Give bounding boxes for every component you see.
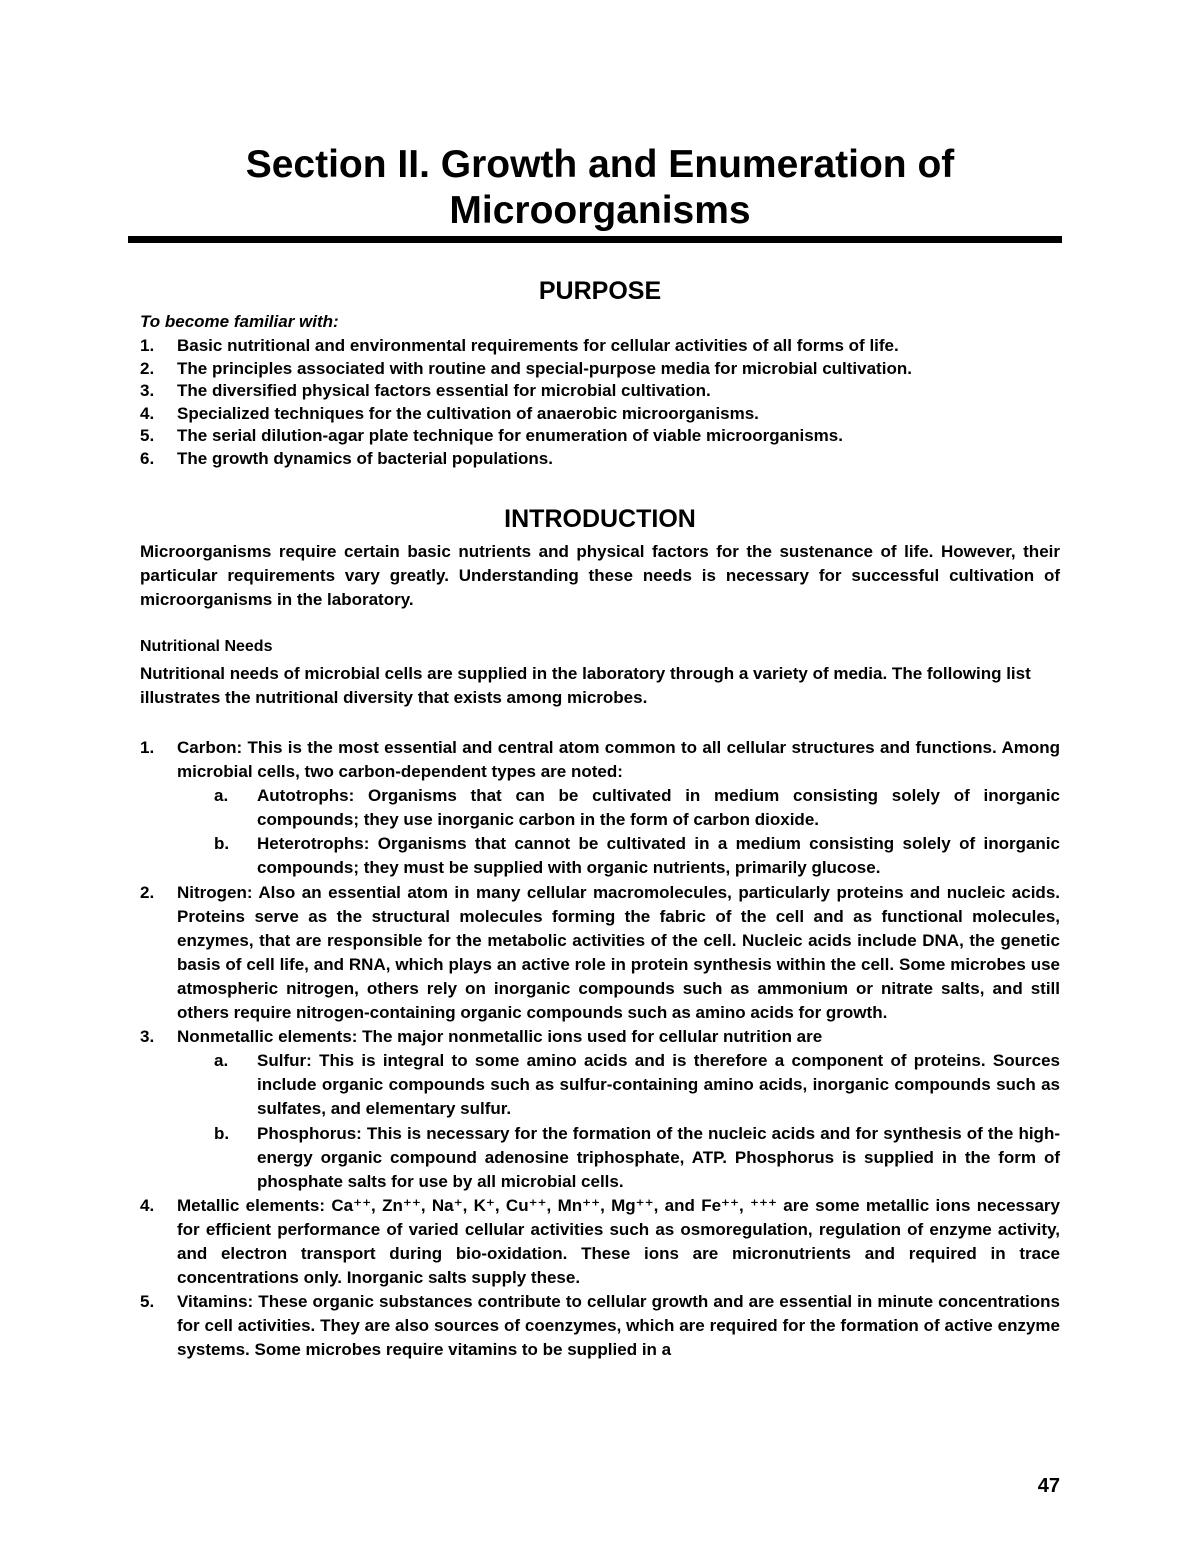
nutritional-need-text: This is the most essential and central atom common to all cellular structures and functions. Among microbial cells, two carbon-dependent types are noted: bbox=[177, 738, 1060, 782]
subitem-letter: b. bbox=[214, 1123, 230, 1143]
purpose-item-text: The serial dilution-agar plate technique for enumeration of viable microorganisms. bbox=[177, 426, 843, 445]
introduction-paragraph: Microorganisms require certain basic nutrients and physical factors for the sustenance of life. However, their particular requirements vary greatly. Understanding these needs is necessary for successful cultivation of microorganisms in the laboratory. bbox=[140, 542, 1060, 609]
nutritional-need-item bbox=[140, 1290, 1060, 1362]
purpose-item bbox=[140, 425, 1060, 448]
purpose-item-number: 5. bbox=[140, 426, 155, 445]
purpose-item-number: 4. bbox=[140, 403, 155, 423]
nutritional-need-subitem bbox=[177, 832, 1060, 880]
subitem-text: : Organisms that can be cultivated in medium consisting solely of inorganic compounds; they use inorganic carbon in the form of carbon dioxide. bbox=[257, 786, 1060, 830]
nutritional-need-number: 5. bbox=[140, 1292, 155, 1312]
nutritional-needs-heading: Nutritional Needs bbox=[140, 638, 273, 655]
page-number: 47 bbox=[1037, 1475, 1060, 1497]
nutritional-need-sublist bbox=[177, 1049, 1060, 1194]
introduction-heading: INTRODUCTION bbox=[504, 505, 696, 533]
subitem-term: Phosphorus: bbox=[257, 1123, 362, 1143]
purpose-item-text: The diversified physical factors essential for microbial cultivation. bbox=[177, 381, 711, 400]
section-title: Section II. Growth and Enumeration of Microorganisms bbox=[245, 143, 955, 232]
subitem-text: This is necessary for the formation of the nucleic acids and for synthesis of the high-energy organic compound adenosine triphosphate, ATP. Phosphorus is supplied in the form of phosphate salts for use by all microbial cells. bbox=[257, 1123, 1060, 1191]
purpose-item bbox=[140, 403, 1060, 426]
subitem-text: This is integral to some amino acids and is therefore a component of proteins. Sources include organic compounds such as sulfur-containing amino acids, inorganic compounds such as sulfates, and elementary sulfur. bbox=[257, 1051, 1060, 1119]
subitem-term: Heterotrophs bbox=[257, 834, 364, 854]
nutritional-need-term: Nonmetallic elements: bbox=[177, 1027, 358, 1047]
nutritional-need-number: 4. bbox=[140, 1195, 155, 1215]
subitem-letter: a. bbox=[214, 1051, 229, 1071]
purpose-lead: To become familiar with: bbox=[140, 312, 339, 331]
subitem-letter: a. bbox=[214, 786, 229, 806]
nutritional-need-subitem bbox=[177, 1049, 1060, 1121]
purpose-item bbox=[140, 358, 1060, 381]
purpose-item-text: The growth dynamics of bacterial populations. bbox=[177, 448, 553, 468]
nutritional-needs-list bbox=[140, 736, 1060, 1362]
subitem-term: Autotrophs bbox=[257, 786, 349, 806]
purpose-item bbox=[140, 448, 1060, 471]
nutritional-need-sublist bbox=[177, 784, 1060, 880]
nutritional-need-text: These organic substances contribute to cellular growth and are essential in minute concentrations for cell activities. They are also sources of coenzymes, which are required for the formation of active enzyme systems. Some microbes require vitamins to be supplied in a bbox=[177, 1292, 1060, 1360]
nutritional-need-term: Carbon: bbox=[177, 738, 243, 757]
subitem-text: : Organisms that cannot be cultivated in a medium consisting solely of inorganic compounds; they must be supplied with organic nutrients, primarily glucose. bbox=[257, 834, 1060, 878]
purpose-item bbox=[140, 335, 1060, 358]
nutritional-needs-paragraph: Nutritional needs of microbial cells are supplied in the laboratory through a variety of media. The following list illustrates the nutritional diversity that exists among microbes. bbox=[140, 664, 1031, 707]
nutritional-need-term: Vitamins: bbox=[177, 1292, 254, 1312]
purpose-item-number: 6. bbox=[140, 448, 155, 468]
purpose-item-text: The principles associated with routine and special-purpose media for microbial cultivation. bbox=[177, 358, 912, 378]
purpose-item-text: Basic nutritional and environmental requirements for cellular activities of all forms of life. bbox=[177, 336, 899, 355]
nutritional-need-number: 2. bbox=[140, 882, 155, 902]
nutritional-need-subitem bbox=[177, 784, 1060, 832]
nutritional-need-subitem bbox=[177, 1122, 1060, 1194]
purpose-item bbox=[140, 380, 1060, 403]
nutritional-need-text: Also an essential atom in many cellular macromolecules, particularly proteins and nucleic acids. Proteins serve as the structural molecules forming the fabric of the cell and as functional molecules, enzymes, that are responsible for the metabolic activities of the cell. Nucleic acids include DNA, the genetic basis of cell life, and RNA, which plays an active role in protein synthesis within the cell. Some microbes use atmospheric nitrogen, others rely on inorganic compounds such as ammonium or nitrate salts, and still others require nitrogen-containing organic compounds such as amino acids for growth. bbox=[177, 882, 1060, 1023]
purpose-item-number: 3. bbox=[140, 381, 155, 400]
purpose-item-text: Specialized techniques for the cultivation of anaerobic microorganisms. bbox=[177, 403, 759, 423]
nutritional-need-number: 3. bbox=[140, 1027, 155, 1047]
nutritional-need-term: Metallic elements: bbox=[177, 1195, 326, 1215]
nutritional-need-number: 1. bbox=[140, 738, 155, 757]
nutritional-need-text: The major nonmetallic ions used for cellular nutrition are bbox=[357, 1027, 823, 1047]
nutritional-need-item bbox=[140, 1194, 1060, 1290]
nutritional-need-term: Nitrogen: bbox=[177, 882, 253, 902]
purpose-list bbox=[140, 335, 1060, 470]
nutritional-need-text: Ca⁺⁺, Zn⁺⁺, Na⁺, K⁺, Cu⁺⁺, Mn⁺⁺, Mg⁺⁺, and Fe⁺⁺, ⁺⁺⁺ are some metallic ions necessary for efficient performance of varied cellular activities such as osmoregulation, regulation of enzyme activity, and electron transport during bio-oxidation. These ions are micronutrients and required in trace concentrations only. Inorganic salts supply these. bbox=[177, 1195, 1060, 1288]
nutritional-need-item bbox=[140, 736, 1060, 881]
purpose-heading: PURPOSE bbox=[538, 277, 662, 305]
purpose-item-number: 2. bbox=[140, 358, 155, 378]
subitem-letter: b. bbox=[214, 834, 230, 854]
nutritional-need-item bbox=[140, 881, 1060, 1026]
subitem-term: Sulfur: bbox=[257, 1051, 312, 1071]
purpose-item-number: 1. bbox=[140, 336, 155, 355]
title-rule bbox=[128, 236, 1062, 243]
nutritional-need-item bbox=[140, 1025, 1060, 1194]
